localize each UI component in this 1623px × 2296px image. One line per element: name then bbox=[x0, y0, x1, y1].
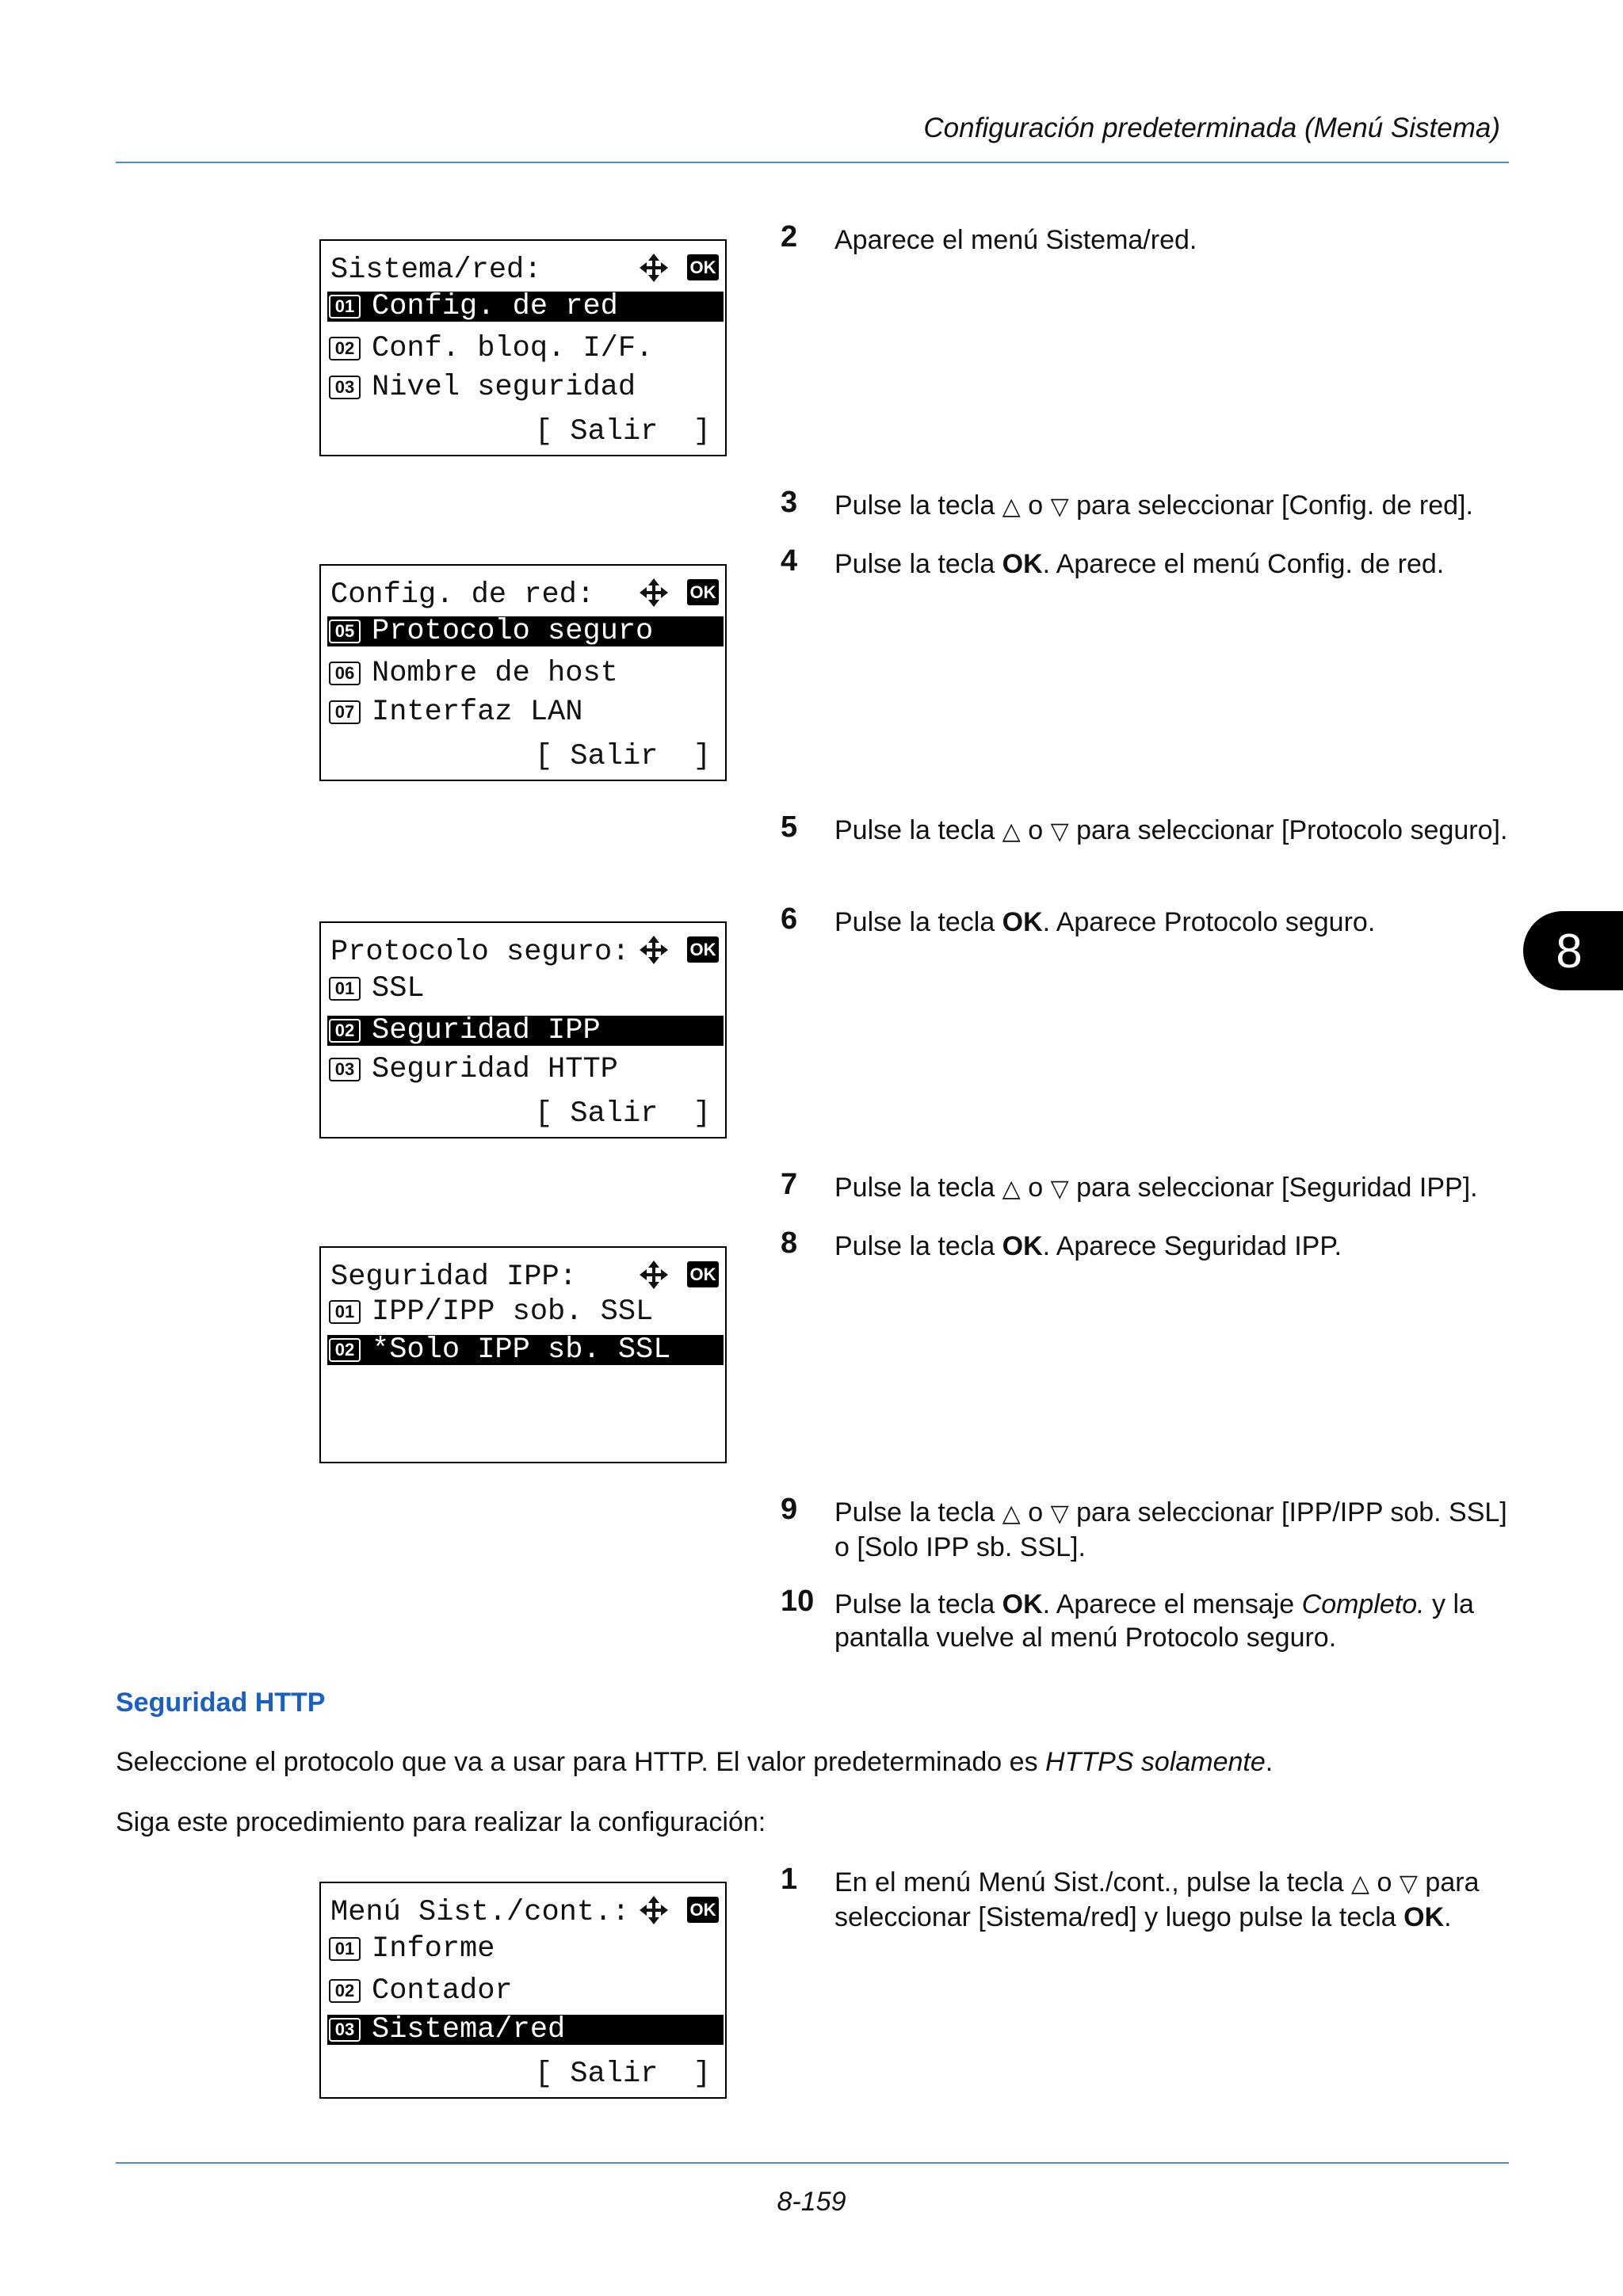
lcd-screen-seguridad-ipp bbox=[319, 1246, 727, 1463]
step-6 bbox=[781, 902, 1510, 939]
up-arrow-key-icon: △ bbox=[1002, 1500, 1021, 1527]
lcd-menu-item-label: Protocolo seguro bbox=[372, 615, 654, 648]
lcd-title: Protocolo seguro: bbox=[330, 936, 630, 969]
item-number-badge: 01 bbox=[329, 1937, 361, 1961]
step-text: Pulse la tecla △ o ▽ para seleccionar [Config. de red]. bbox=[834, 490, 1473, 521]
ok-key-label: OK bbox=[1002, 1231, 1043, 1261]
down-arrow-key-icon: ▽ bbox=[1050, 493, 1069, 521]
lcd-title: Seguridad IPP: bbox=[330, 1261, 577, 1294]
item-number-badge: 01 bbox=[329, 977, 361, 1001]
lcd-menu-item-label: Sistema/red bbox=[372, 2013, 566, 2046]
lcd-menu-item-label: Informe bbox=[372, 1932, 495, 1966]
down-arrow-key-icon: ▽ bbox=[1050, 818, 1069, 845]
chapter-tab bbox=[1523, 911, 1623, 990]
ok-key-icon: OK bbox=[687, 1261, 719, 1287]
step-10 bbox=[781, 1585, 1510, 1654]
exit-softkey[interactable]: [ Salir ] bbox=[534, 1097, 711, 1131]
down-arrow-key-icon: ▽ bbox=[1050, 1175, 1069, 1203]
lcd-menu-item[interactable] bbox=[327, 2015, 724, 2045]
item-number-badge: 03 bbox=[329, 2018, 361, 2042]
lcd-menu-item-label: Conf. bloq. I/F. bbox=[372, 332, 654, 365]
step-text: Pulse la tecla △ o ▽ para seleccionar [Protocolo seguro]. bbox=[834, 815, 1508, 845]
lcd-menu-item[interactable] bbox=[327, 1934, 724, 1964]
lcd-menu-item[interactable] bbox=[327, 1976, 724, 2006]
lcd-menu-item[interactable] bbox=[327, 1016, 724, 1046]
lcd-screen-protocolo-seguro bbox=[319, 921, 727, 1138]
up-arrow-key-icon: △ bbox=[1351, 1870, 1370, 1897]
step-3 bbox=[781, 486, 1510, 524]
lcd-menu-item[interactable] bbox=[327, 1297, 724, 1327]
item-number-badge: 01 bbox=[329, 295, 361, 318]
ok-key-label: OK bbox=[1002, 907, 1043, 937]
header-rule bbox=[116, 162, 1509, 163]
item-number-badge: 02 bbox=[329, 337, 361, 360]
ok-key-icon: OK bbox=[687, 1897, 719, 1923]
step-4 bbox=[781, 544, 1510, 581]
lcd-menu-item-label: *Solo IPP sb. SSL bbox=[372, 1333, 671, 1367]
ok-key-label: OK bbox=[1403, 1902, 1445, 1932]
default-value: HTTPS solamente bbox=[1045, 1747, 1266, 1777]
step-text: Pulse la tecla OK. Aparece Protocolo seguro. bbox=[834, 907, 1376, 937]
lcd-menu-item[interactable] bbox=[327, 697, 724, 727]
ok-key-icon: OK bbox=[687, 936, 719, 963]
step-number: 7 bbox=[781, 1168, 798, 1201]
lcd-menu-item-label: Contador bbox=[372, 1974, 513, 2008]
http-step-1 bbox=[781, 1863, 1510, 1934]
step-text: Pulse la tecla OK. Aparece el menú Config. de red. bbox=[834, 549, 1445, 579]
lcd-title: Config. de red: bbox=[330, 578, 595, 612]
ok-key-icon: OK bbox=[687, 254, 719, 280]
step-5 bbox=[781, 810, 1510, 849]
step-number: 6 bbox=[781, 902, 798, 936]
step-text: En el menú Menú Sist./cont., pulse la tecla △ o ▽ para seleccionar [Sistema/red] y luego pulse la tecla OK. bbox=[834, 1867, 1480, 1932]
exit-softkey[interactable]: [ Salir ] bbox=[534, 415, 711, 448]
step-2 bbox=[781, 220, 1510, 257]
step-number: 5 bbox=[781, 810, 798, 844]
step-number: 2 bbox=[781, 220, 798, 254]
step-number: 10 bbox=[781, 1585, 815, 1618]
footer-rule bbox=[116, 2162, 1509, 2164]
item-number-badge: 06 bbox=[329, 662, 361, 685]
step-7 bbox=[781, 1168, 1510, 1206]
lcd-menu-item[interactable] bbox=[327, 658, 724, 688]
lcd-menu-item[interactable] bbox=[327, 372, 724, 402]
item-number-badge: 03 bbox=[329, 376, 361, 399]
ok-key-label: OK bbox=[1002, 1589, 1043, 1619]
four-way-arrow-icon bbox=[638, 1259, 670, 1291]
step-9 bbox=[781, 1493, 1510, 1564]
lcd-menu-item-label: Config. de red bbox=[372, 290, 618, 323]
four-way-arrow-icon bbox=[638, 1894, 670, 1926]
step-number: 8 bbox=[781, 1226, 798, 1260]
up-arrow-key-icon: △ bbox=[1002, 1175, 1021, 1203]
chapter-number: 8 bbox=[1556, 924, 1583, 978]
lcd-menu-item-label: Nombre de host bbox=[372, 657, 618, 690]
lcd-menu-item-label: SSL bbox=[372, 972, 425, 1005]
lcd-menu-item-label: Nivel seguridad bbox=[372, 371, 636, 404]
item-number-badge: 07 bbox=[329, 700, 361, 724]
exit-softkey[interactable]: [ Salir ] bbox=[534, 2058, 711, 2091]
up-arrow-key-icon: △ bbox=[1002, 493, 1021, 521]
item-number-badge: 02 bbox=[329, 1979, 361, 2003]
section-heading: Seguridad HTTP bbox=[116, 1688, 326, 1718]
step-text: Aparece el menú Sistema/red. bbox=[834, 225, 1197, 255]
item-number-badge: 02 bbox=[329, 1338, 361, 1362]
up-arrow-key-icon: △ bbox=[1002, 818, 1021, 845]
step-text: Pulse la tecla OK. Aparece el mensaje Completo. y la pantalla vuelve al menú Protocolo seguro. bbox=[834, 1589, 1474, 1653]
lcd-menu-item[interactable] bbox=[327, 1055, 724, 1085]
lcd-menu-item-label: Interfaz LAN bbox=[372, 696, 583, 729]
down-arrow-key-icon: ▽ bbox=[1399, 1870, 1418, 1897]
section-paragraph-2: Siga este procedimiento para realizar la configuración: bbox=[116, 1807, 766, 1837]
item-number-badge: 05 bbox=[329, 620, 361, 643]
lcd-screen-menu-sist-cont bbox=[319, 1882, 727, 2099]
four-way-arrow-icon bbox=[638, 934, 670, 966]
lcd-screen-config-red bbox=[319, 564, 727, 781]
completed-message: Completo. bbox=[1301, 1589, 1425, 1619]
ok-key-icon: OK bbox=[687, 579, 719, 605]
step-number: 1 bbox=[781, 1863, 798, 1896]
lcd-title: Menú Sist./cont.: bbox=[330, 1896, 630, 1929]
lcd-menu-item-label: IPP/IPP sob. SSL bbox=[372, 1295, 654, 1329]
lcd-menu-item[interactable] bbox=[327, 292, 724, 322]
lcd-screen-sistema-red bbox=[319, 239, 727, 456]
page-header-title: Configuración predeterminada (Menú Sistema) bbox=[923, 113, 1500, 143]
step-number: 9 bbox=[781, 1493, 798, 1526]
step-8 bbox=[781, 1226, 1510, 1263]
step-text: Pulse la tecla OK. Aparece Seguridad IPP. bbox=[834, 1231, 1342, 1261]
lcd-menu-item[interactable] bbox=[327, 616, 724, 646]
ok-key-label: OK bbox=[1002, 549, 1043, 579]
item-number-badge: 02 bbox=[329, 1019, 361, 1043]
four-way-arrow-icon bbox=[638, 252, 670, 284]
item-number-badge: 01 bbox=[329, 1300, 361, 1324]
four-way-arrow-icon bbox=[638, 577, 670, 608]
lcd-menu-item[interactable] bbox=[327, 334, 724, 364]
lcd-menu-item[interactable] bbox=[327, 1335, 724, 1365]
step-number: 3 bbox=[781, 486, 798, 519]
item-number-badge: 03 bbox=[329, 1058, 361, 1081]
lcd-menu-item-label: Seguridad IPP bbox=[372, 1014, 601, 1047]
lcd-menu-item[interactable] bbox=[327, 974, 724, 1004]
exit-softkey[interactable]: [ Salir ] bbox=[534, 740, 711, 773]
step-number: 4 bbox=[781, 544, 798, 578]
step-text: Pulse la tecla △ o ▽ para seleccionar [Seguridad IPP]. bbox=[834, 1173, 1478, 1203]
page-number: 8-159 bbox=[777, 2187, 846, 2217]
step-text: Pulse la tecla △ o ▽ para seleccionar [IPP/IPP sob. SSL] o [Solo IPP sb. SSL]. bbox=[834, 1497, 1507, 1562]
lcd-menu-item-label: Seguridad HTTP bbox=[372, 1053, 618, 1086]
down-arrow-key-icon: ▽ bbox=[1050, 1500, 1069, 1527]
lcd-title: Sistema/red: bbox=[330, 254, 542, 287]
section-paragraph-1: Seleccione el protocolo que va a usar para HTTP. El valor predeterminado es HTTPS solamente. bbox=[116, 1747, 1274, 1777]
